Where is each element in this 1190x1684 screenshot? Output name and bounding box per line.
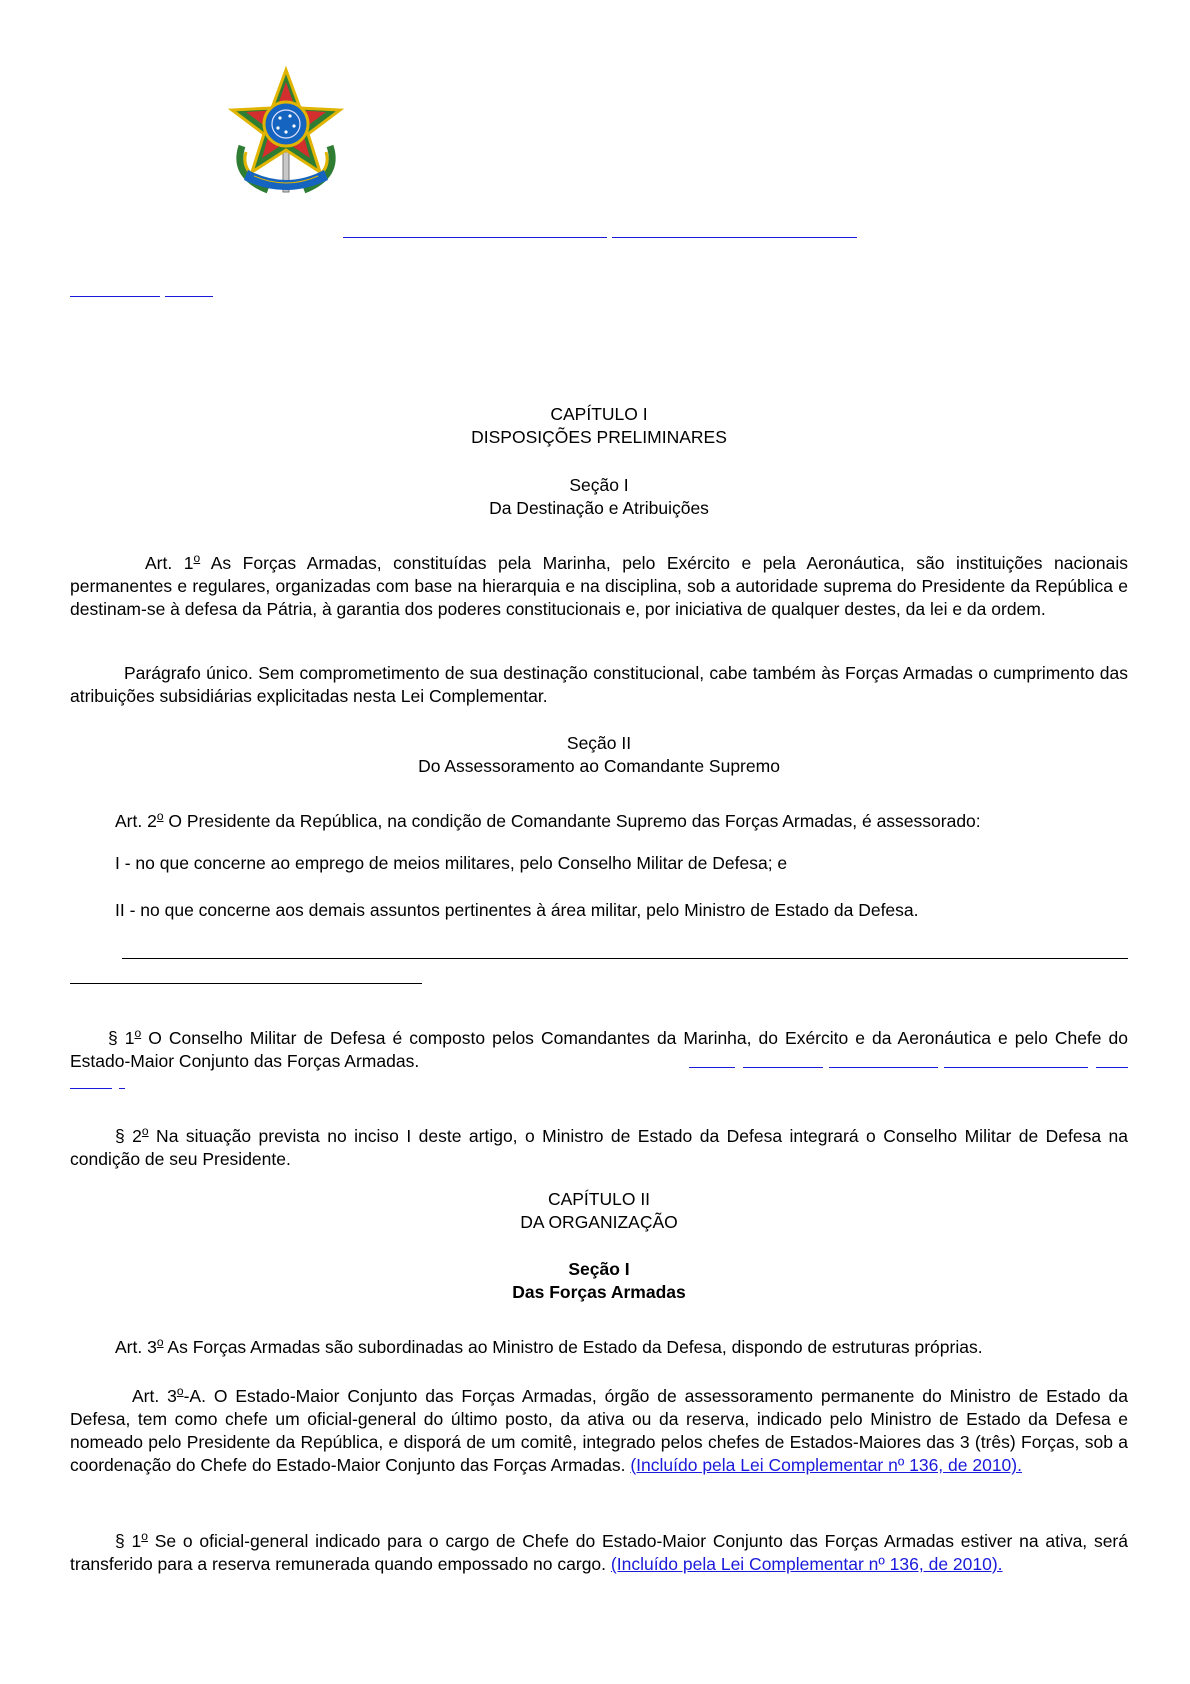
chapter-1-heading	[70, 403, 1128, 449]
article-2-text: O Presidente da República, na condição de Comandante Supremo das Forças Armadas, é assessorado:	[163, 811, 981, 831]
section-1-title: Seção I	[569, 475, 629, 495]
section-2-title: Seção II	[566, 733, 632, 753]
article-3a-paragraph-1-prefix: § 1	[115, 1531, 142, 1551]
article-3a	[70, 1380, 1128, 1477]
article-3a-paragraph-1-text: Se o oficial-general indicado para o cargo de Chefe do Estado-Maior Conjunto das Forças Armadas estiver na ativa, será transferido para a reserva remunerada quando empossado no cargo.	[70, 1531, 1128, 1574]
chapter-2-heading	[70, 1188, 1128, 1234]
article-3a-paragraph-1-inclusion-link[interactable]: (Incluído pela Lei Complementar nº 136, de 2010).	[610, 1554, 1003, 1574]
section-3-subtitle: Das Forças Armadas	[512, 1282, 686, 1302]
section-3-heading	[70, 1258, 1128, 1304]
article-2-paragraph-2-sup: o	[141, 1124, 149, 1138]
section-3-title: Seção I	[568, 1259, 630, 1279]
header-link-1[interactable]	[343, 237, 607, 238]
amendment-link-7[interactable]	[119, 1088, 125, 1089]
article-2-paragraph-1	[70, 1022, 1128, 1073]
amendment-link-3[interactable]	[829, 1067, 938, 1068]
article-1-paragraph-text: Parágrafo único. Sem comprometimento de sua destinação constitucional, cabe também às Forças Armadas o cumprimento das atribuições subsidiárias explicitadas nesta Lei Complementar.	[70, 663, 1128, 706]
article-2-sup: o	[156, 809, 164, 823]
article-3	[70, 1331, 1128, 1359]
article-3a-paragraph-1	[70, 1525, 1128, 1576]
article-3a-paragraph-1-sup: o	[141, 1529, 148, 1543]
article-2-paragraph-1-sup: o	[134, 1026, 142, 1040]
article-3a-sup: o	[176, 1384, 184, 1398]
chapter-2-title: CAPÍTULO II	[547, 1189, 651, 1209]
article-3a-text: -A. O Estado-Maior Conjunto das Forças Armadas, órgão de assessoramento permanente do Ministro de Estado da Defesa, tem como chefe um oficial-general do último posto, da ativa ou da reserva, indicado pelo Ministro de Estado da Defesa e nomeado pelo Presidente da República, e disporá de um comitê, integrado pelos chefes de Estados-Maiores das 3 (três) Forças, sob a coordenação do Chefe do Estado-Maior Conjunto das Forças Armadas.	[70, 1386, 1128, 1475]
chapter-2-subtitle: DA ORGANIZAÇÃO	[520, 1212, 678, 1232]
header-link-4[interactable]	[165, 296, 213, 297]
article-2-item-i-text: I - no que concerne ao emprego de meios militares, pelo Conselho Militar de Defesa; e	[115, 853, 788, 873]
article-3-text: As Forças Armadas são subordinadas ao Ministro de Estado da Defesa, dispondo de estruturas próprias.	[163, 1337, 983, 1357]
article-3-sup: o	[156, 1335, 164, 1349]
article-1-sup: o	[193, 551, 201, 565]
article-1	[70, 547, 1128, 621]
article-2-paragraph-1-text: O Conselho Militar de Defesa é composto pelos Comandantes da Marinha, do Exército e da Aeronáutica e pelo Chefe do Estado-Maior Conjunto das Forças Armadas.	[70, 1028, 1129, 1071]
header-link-2[interactable]	[612, 237, 857, 238]
article-2-item-i	[70, 852, 1128, 875]
article-2-paragraph-1-prefix: § 1	[108, 1028, 135, 1048]
chapter-1-subtitle: DISPOSIÇÕES PRELIMINARES	[471, 427, 727, 447]
section-1-subtitle: Da Destinação e Atribuições	[489, 498, 709, 518]
amendment-link-1[interactable]	[689, 1067, 735, 1068]
article-1-prefix: Art. 1	[145, 553, 194, 573]
section-2-heading	[70, 732, 1128, 778]
article-2-paragraph-2-text: Na situação prevista no inciso I deste artigo, o Ministro de Estado da Defesa integrará o Conselho Militar de Defesa na condição de seu Presidente.	[70, 1126, 1128, 1169]
article-1-paragraph	[70, 662, 1128, 708]
coat-of-arms-icon	[228, 66, 344, 196]
header-link-3[interactable]	[70, 296, 160, 297]
revoked-text-line-1	[122, 958, 1128, 959]
article-2-paragraph-2	[70, 1120, 1128, 1171]
article-2-item-ii	[70, 899, 1128, 922]
amendment-link-5[interactable]	[1096, 1067, 1128, 1068]
section-2-subtitle: Do Assessoramento ao Comandante Supremo	[418, 756, 780, 776]
article-3a-prefix: Art. 3	[132, 1386, 177, 1406]
revoked-text-line-2	[70, 983, 422, 984]
article-2-item-ii-text: II - no que concerne aos demais assuntos pertinentes à área militar, pelo Ministro de Estado da Defesa.	[115, 900, 919, 920]
article-2-paragraph-2-prefix: § 2	[115, 1126, 142, 1146]
amendment-link-6[interactable]	[70, 1088, 112, 1089]
article-3a-inclusion-link[interactable]: (Incluído pela Lei Complementar nº 136, de 2010).	[630, 1455, 1022, 1475]
amendment-link-2[interactable]	[743, 1067, 823, 1068]
chapter-1-title: CAPÍTULO I	[550, 404, 648, 424]
amendment-link-4[interactable]	[944, 1067, 1088, 1068]
article-1-text: As Forças Armadas, constituídas pela Marinha, pelo Exército e pela Aeronáutica, são instituições nacionais permanentes e regulares, organizadas com base na hierarquia e na disciplina, sob a autoridade suprema do Presidente da República e destinam-se à defesa da Pátria, à garantia dos poderes constitucionais e, por iniciativa de qualquer destes, da lei e da ordem.	[70, 553, 1128, 619]
article-3-prefix: Art. 3	[115, 1337, 157, 1357]
article-2	[70, 805, 1128, 833]
section-1-heading	[70, 474, 1128, 520]
article-2-prefix: Art. 2	[115, 811, 157, 831]
